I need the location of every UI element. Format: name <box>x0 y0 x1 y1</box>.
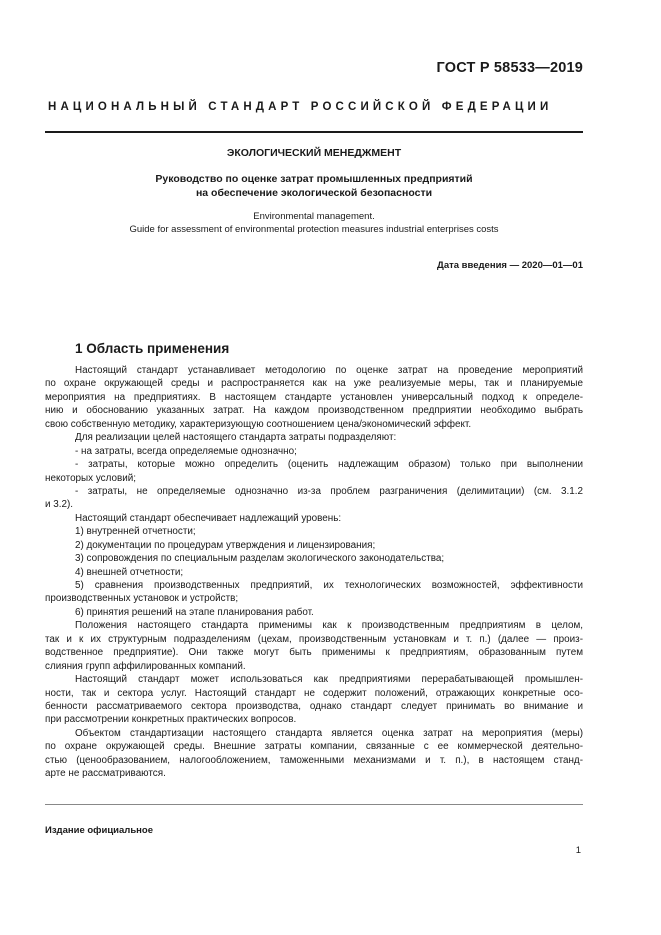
list-item: 4) внешней отчетности; <box>75 566 184 578</box>
body-line: по охране окружающей среды и распространяется как на уже реализуемые меры, так и планируемые <box>45 378 583 390</box>
body-line: так и к их структурным подразделениям (цехам, производственным установкам и т. п.) (далее — произ- <box>45 633 583 645</box>
body-line: Положения настоящего стандарта применимы как к производственным предприятиям в целом, <box>75 620 583 632</box>
list-item: - на затраты, всегда определяемые однозначно; <box>75 445 297 457</box>
body-line: арте не рассматриваются. <box>45 768 166 780</box>
body-line: Настоящий стандарт обеспечивает надлежащий уровень: <box>75 512 342 524</box>
official-edition-label: Издание официальное <box>45 825 153 836</box>
list-item-continuation: производственных установок и устройств; <box>45 593 239 605</box>
list-item-continuation: некоторых условий; <box>45 472 136 484</box>
body-line: мероприятия на предприятиях. В настоящем стандарте установлен универсальный подход к определе- <box>45 391 583 403</box>
list-item-continuation: и 3.2). <box>45 499 74 511</box>
list-item: 3) сопровождения по специальным разделам экологического законодательства; <box>75 553 445 565</box>
list-item: - затраты, не определяемые однозначно из-за проблем разграничения (делимитации) (см. 3.1.2 <box>75 485 583 497</box>
section-heading: 1 Область применения <box>75 341 230 356</box>
header-divider <box>45 131 583 133</box>
document-subtitle-en: Guide for assessment of environmental protection measures industrial enterprises costs <box>129 224 499 235</box>
list-item: 2) документации по процедурам утверждения и лицензирования; <box>75 539 376 551</box>
body-line: водственное предприятие). Они также могут быть применимы к предприятиям, образованным путем <box>45 647 583 659</box>
document-title-ru: ЭКОЛОГИЧЕСКИЙ МЕНЕДЖМЕНТ <box>226 147 402 159</box>
list-item: 5) сравнения производственных предприятий, их технологических возможностей, эффективности <box>75 580 583 591</box>
page-number: 1 <box>575 845 581 856</box>
body-line: стью (ценообразованием, налогообложением, таможенными механизмами и т. п.), в настоящем станд- <box>45 754 583 766</box>
introduction-date: Дата введения — 2020—01—01 <box>437 260 583 271</box>
body-line: свою собственную методику, характеризующую соотношением цена/экономический эффект. <box>45 418 472 430</box>
national-standard-heading: НАЦИОНАЛЬНЫЙ СТАНДАРТ РОССИЙСКОЙ ФЕДЕРАЦИИ <box>48 101 553 113</box>
document-subtitle-ru-line-2: на обеспечение экологической безопасности <box>195 187 433 199</box>
document-title-en: Environmental management. <box>253 211 375 222</box>
list-item: 6) принятия решений на этапе планирования работ. <box>75 606 314 618</box>
body-line: нию и обоснованию указанных затрат. На каждом производственном предприятии необходимо выбрать <box>45 405 583 417</box>
body-line: ности, так и сектора услуг. Настоящий стандарт не содержит положений, отражающих конкретные осо- <box>45 687 583 699</box>
standard-number: ГОСТ Р 58533—2019 <box>436 60 583 76</box>
body-line: при рассмотрении конкретных практических вопросов. <box>45 714 297 726</box>
list-item: 1) внутренней отчетности; <box>75 526 196 538</box>
body-line: по охране окружающей среды. Внешние затраты компании, связанные с ее коммерческой деятельно- <box>45 741 583 753</box>
list-item: - затраты, которые можно определить (оценить надлежащим образом) только при выполнении <box>75 459 583 471</box>
body-line: Настоящий стандарт устанавливает методологию по оценке затрат на проведение мероприятий <box>75 365 583 376</box>
body-line: слияния групп аффилированных компаний. <box>45 660 246 672</box>
document-subtitle-ru-line-1: Руководство по оценке затрат промышленных предприятий <box>155 173 473 185</box>
body-line: бенности рассматриваемого сектора производства, однако стандарт следует принимать во внимание и <box>45 700 583 712</box>
section-body <box>45 364 583 781</box>
body-line: Объектом стандартизации настоящего стандарта является оценка затрат на мероприятия (меры) <box>75 727 583 739</box>
footer-divider <box>45 804 583 805</box>
body-line: Для реализации целей настоящего стандарта затраты подразделяют: <box>75 432 397 444</box>
body-line: Настоящий стандарт может использоваться как предприятиями перерабатывающей промышлен- <box>75 674 583 686</box>
